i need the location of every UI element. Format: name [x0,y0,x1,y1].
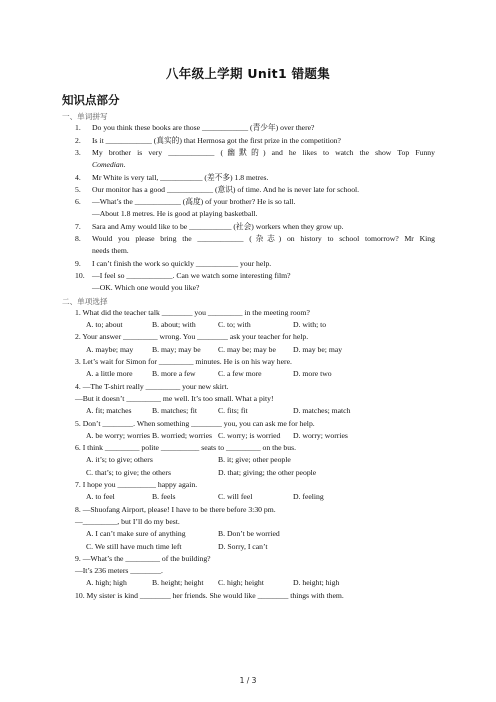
choice-option: D. height; high [293,578,340,588]
choice-option: B. matches; fit [152,406,198,416]
choice-option: D. may be; may [293,344,343,354]
choice-question: 3. Let’s wait for Simon for _________ minutes. He is on his way here. [75,357,292,366]
choice-question: 4. —The T-shirt really _________ your new skirt. [75,381,229,391]
choice-option: D. more two [293,369,332,379]
choice-option: D. matches; match [293,406,351,416]
part1-heading: 一、单词拼写 [62,112,108,121]
choice-option: B. worried; worries [152,430,212,440]
choice-option: B. feels [152,492,176,502]
spelling-item-number: 3. [75,147,81,157]
choice-option: C. may be; may be [218,344,276,354]
spelling-item-text: I can’t finish the work so quickly ___________ your help. [92,258,272,268]
choice-option: C. to; with [218,320,251,330]
spelling-item-text: Mr White is very tall, ___________ (差不多) 1.8 metres. [92,172,269,182]
choice-option: D. worry; worries [293,430,348,440]
choice-option: A. be worry; worries [86,430,151,440]
choice-option: A. to feel [86,492,115,502]
choice-question: —But it doesn’t _________ me well. It’s too small. What a pity! [75,393,274,403]
spelling-item-text: Would you please bring the ____________ (杂志) on history to school tomorrow? Mr King [92,234,435,243]
choice-question: 6. I think _________ polite __________ seats to _________ on the bus. [75,443,297,453]
spelling-item-number: 6. [75,197,81,207]
choice-option: B. may; may be [152,344,201,354]
spelling-item-number: 5. [75,184,81,194]
spelling-item-text: Our monitor has a good ____________ (意识) of time. And he is never late for school. [92,184,360,194]
part2-heading: 二、单项选择 [62,296,108,306]
choice-option: C. a few more [218,369,262,379]
choice-option: A. maybe; may [86,344,134,354]
spelling-item-text: needs them. [92,246,129,256]
spelling-item-text: —What’s the ____________ (高度) of your brother? He is so tall. [92,197,296,207]
choice-option: B. about; with [152,320,196,330]
page-number: 1 / 3 [239,676,257,685]
choice-option: C. We still have much time left [86,541,182,551]
spelling-item-text: Is it ____________ (真实的) that Hermosa got the first prize in the competition? [92,135,341,145]
choice-question: 1. What did the teacher talk ________ you _________ in the meeting room? [75,307,310,317]
choice-option: A. it’s; to give; others [86,455,153,465]
spelling-item-text: Comedian. [92,160,126,170]
page-title: 八年级上学期 Unit1 错题集 [165,66,330,81]
choice-question: 5. Don’t ________. When something ________ you, you can ask me for help. [75,418,315,428]
choice-question: 8. —Shuofang Airport, please! I have to be there before 3:30 pm. [75,504,276,514]
choice-option: C. worry; is worried [218,430,281,440]
spelling-item-text: Sara and Amy would like to be ___________ (社会) workers when they grow up. [92,221,344,231]
choice-option: A. I can’t make sure of anything [86,529,186,539]
choice-option: D. feeling [293,492,324,502]
choice-option: A. fit; matches [86,406,132,416]
choice-question: —_________, but I’ll do my best. [75,516,180,526]
choice-option: D. that; giving; the other people [218,467,317,477]
spelling-item-text: Do you think these books are those ____________ (青少年) over there? [92,123,315,133]
section-title: 知识点部分 [62,93,120,107]
choice-option: A. a little more [86,369,133,379]
choice-option: C. high; height [218,578,264,588]
choice-option: D. with; to [293,320,327,330]
spelling-item-text: —OK. Which one would you like? [92,283,200,293]
spelling-item-number: 1. [75,123,81,133]
choice-option: B. Don’t be worried [218,529,280,539]
choice-option: A. high; high [86,578,127,588]
spelling-item-number: 7. [75,221,81,231]
choice-question: —It’s 236 meters ________. [75,566,163,576]
choice-question: 10. My sister is kind ________ her friends. She would like ________ things with them. [75,590,344,600]
choice-option: C. that’s; to give; the others [86,467,171,477]
spelling-item-text: —I feel so ____________. Can we watch some interesting film? [92,270,291,280]
choice-option: B. more a few [152,369,196,379]
spelling-item-number: 2. [75,135,81,145]
choice-option: B. height; height [152,578,204,588]
choice-option: A. to; about [86,320,123,330]
spelling-item-number: 4. [75,172,81,182]
choice-option: C. will feel [218,492,253,502]
choice-question: 9. —What’s the _________ of the building? [75,553,211,563]
spelling-item-number: 8. [75,234,81,243]
choice-question: 2. Your answer _________ wrong. You ________ ask your teacher for help. [75,332,309,342]
choice-question: 7. I hope you __________ happy again. [75,480,198,489]
spelling-item-number: 9. [75,258,81,268]
choice-option: D. Sorry, I can’t [218,541,268,551]
spelling-item-number: 10. [75,270,85,280]
spelling-item-text: My brother is very ____________ (幽默的) and he likes to watch the show Top Funny [92,147,435,157]
choice-option: C. fits; fit [218,406,248,416]
choice-option: B. it; give; other people [218,455,291,465]
spelling-item-text: —About 1.8 metres. He is good at playing basketball. [92,209,258,219]
